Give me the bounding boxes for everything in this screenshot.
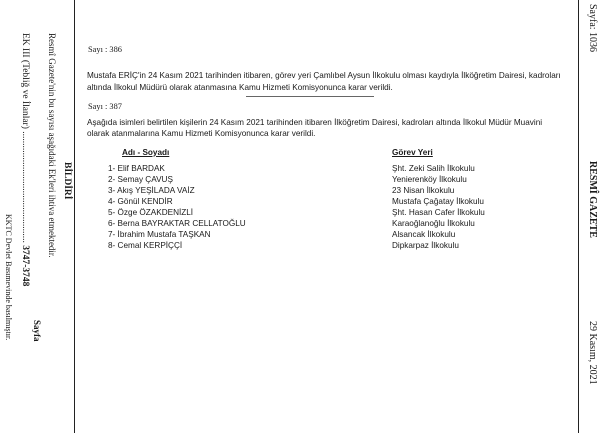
header-place: Görev Yeri [392, 148, 433, 157]
dots-leader: ............................................... [20, 131, 30, 243]
notice-386-line2: altında İlkokul Müdürü olarak atanmasına Kamu Hizmeti Komisyonunca karar verildi. [87, 83, 393, 92]
list-item-place: Dipkarpaz İlkokulu [392, 241, 459, 250]
ek-label: EK III (Tebliğ ve İlanlar) [20, 33, 30, 129]
printer-note: KKTC Devlet Basımevinde basılmıştır. [4, 214, 13, 341]
list-item-name: 6- Berna BAYRAKTAR CELLATOĞLU [108, 219, 246, 228]
list-item-place: Yenierenköy İlkokulu [392, 175, 467, 184]
notice-387-line2: olarak atanmalarına Kamu Hizmeti Komisyonunca karar verildi. [87, 129, 316, 138]
list-item-name: 7- İbrahim Mustafa TAŞKAN [108, 230, 211, 239]
list-item-place: Mustafa Çağatay İlkokulu [392, 197, 484, 206]
list-item-name: 8- Cemal KERPİÇÇİ [108, 241, 183, 250]
list-item-place: 23 Nisan İlkokulu [392, 186, 455, 195]
gazette-note: Resmî Gazete'nin bu sayısı aşağıdaki Ek'leri ihtiva etmektedir. [47, 33, 57, 258]
list-item-name: 3- Akış YEŞİLADA VAİZ [108, 186, 195, 195]
header-name: Adı - Soyadı [122, 148, 170, 157]
sayfa-label: Sayfa [32, 320, 42, 342]
notice-386-number: Sayı : 386 [88, 45, 122, 54]
list-item-place: Şht. Hasan Cafer İlkokulu [392, 208, 485, 217]
list-item-name: 1- Elif BARDAK [108, 164, 165, 173]
left-margin-rule [74, 0, 75, 433]
list-item-place: Alsancak İlkokulu [392, 230, 456, 239]
page-number: Sayfa: 1036 [587, 4, 598, 53]
list-item-name: 5- Özge ÖZAKDENİZLİ [108, 208, 194, 217]
gazette-date: 29 Kasım, 2021 [587, 321, 598, 385]
notice-387-line1: Aşağıda isimleri belirtilen kişilerin 24 Kasım 2021 tarihinden itibaren İlköğretim Dairesi, kadroları altında İlkokul Müdür Muavini [87, 118, 543, 127]
list-item-name: 2- Semay ÇAVUŞ [108, 175, 173, 184]
list-item-place: Karaoğlanoğlu İlkokulu [392, 219, 475, 228]
notice-divider [246, 96, 374, 97]
right-margin-rule [578, 0, 579, 433]
gazette-title: RESMÎ GAZETE [587, 161, 598, 238]
notice-387-number: Sayı : 387 [88, 102, 122, 111]
list-item-place: Şht. Zeki Salih İlkokulu [392, 164, 475, 173]
list-item-name: 4- Gönül KENDİR [108, 197, 173, 206]
margin-ek-line [20, 33, 30, 286]
bildiri-heading: BİLDİRİ [62, 162, 72, 200]
ek-pages: 3747-3748 [20, 245, 30, 287]
notice-386-line1: Mustafa ERİÇ'in 24 Kasım 2021 tarihinden itibaren, görev yeri Çamlıbel Aysun İlkokulu olması kaydıyla İlköğretim Dairesi, kadroları [87, 71, 561, 80]
